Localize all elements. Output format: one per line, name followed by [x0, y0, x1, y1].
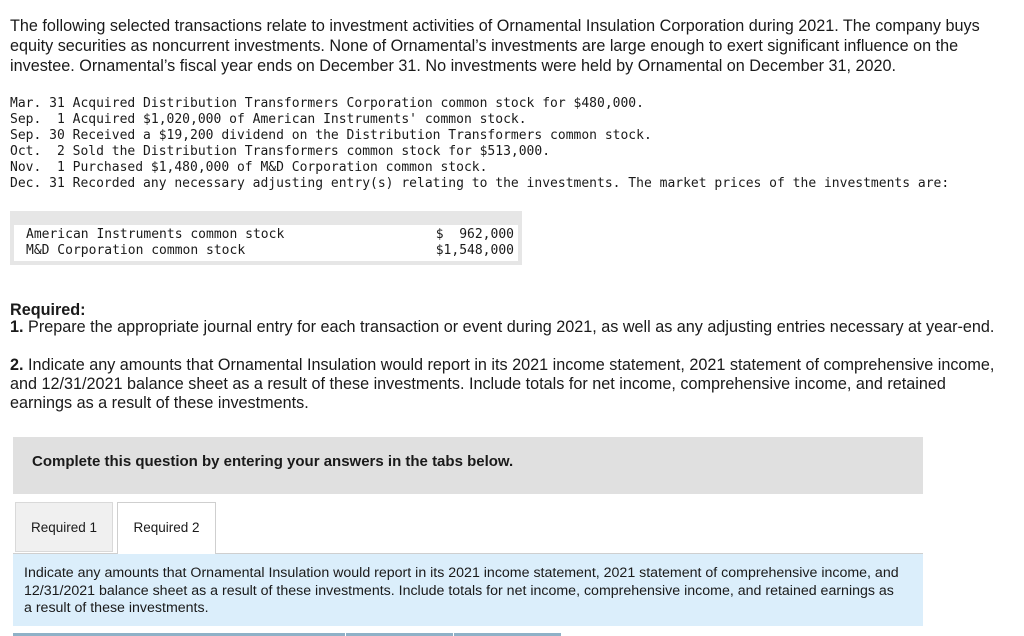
- investment-value: $ 962,000: [435, 227, 514, 242]
- investment-name: M&D Corporation common stock: [26, 243, 246, 258]
- market-prices-body: [14, 225, 518, 261]
- complete-prompt-box: [13, 437, 923, 494]
- required-item-1: [10, 318, 1010, 337]
- tab-required-2[interactable]: Required 2: [117, 502, 216, 554]
- complete-prompt: Complete this question by entering your answers in the tabs below.: [32, 453, 514, 470]
- required-item-2: [10, 356, 1010, 413]
- transaction-line: Sep. 30 Received a $19,200 dividend on the Distribution Transformers common stock.: [10, 128, 652, 143]
- transaction-line: Dec. 31 Recorded any necessary adjusting entry(s) relating to the investments. The market prices of the investments are:: [10, 176, 950, 191]
- required-text: Prepare the appropriate journal entry for each transaction or event during 2021, as well as any adjusting entries necessary at year-end.: [28, 318, 995, 336]
- problem-intro: The following selected transactions relate to investment activities of Ornamental Insulation Corporation during 2021. The company buys equity securities as noncurrent investments. None of Ornamental’s investments are large enough to exert significant influence on the investee. Ornamental’s fiscal year ends on December 31. No investments were held by Ornamental on December 31, 2020.: [10, 17, 980, 75]
- instruction-panel: [13, 554, 923, 626]
- investment-name: American Instruments common stock: [26, 227, 285, 242]
- transaction-line: Nov. 1 Purchased $1,480,000 of M&D Corporation common stock.: [10, 160, 488, 175]
- instruction-text: Indicate any amounts that Ornamental Insulation would report in its 2021 income statement, 2021 statement of comprehensive income, and 12/31/2021 balance sheet as a result of these investments. Include totals for net income, comprehensive income, and retained earnings as a result of these investments.: [24, 565, 899, 616]
- transaction-list: [10, 96, 949, 192]
- tab-required-1[interactable]: Required 1: [15, 502, 113, 552]
- required-number: 1.: [10, 318, 24, 336]
- required-text: Indicate any amounts that Ornamental Insulation would report in its 2021 income statement, 2021 statement of comprehensive income, and 12/31/2021 balance sheet as a result of these investments. Include totals for net income, comprehensive income, and retained earnings as a result of these investments.: [10, 356, 995, 412]
- transaction-line: Sep. 1 Acquired $1,020,000 of American Instruments' common stock.: [10, 112, 527, 127]
- market-prices-table: [10, 211, 522, 265]
- transaction-line: Oct. 2 Sold the Distribution Transformers common stock for $513,000.: [10, 144, 551, 159]
- investment-value: $1,548,000: [435, 243, 514, 258]
- transaction-line: Mar. 31 Acquired Distribution Transformers Corporation common stock for $480,000.: [10, 96, 644, 111]
- required-heading: Required:: [10, 301, 86, 319]
- required-number: 2.: [10, 356, 24, 374]
